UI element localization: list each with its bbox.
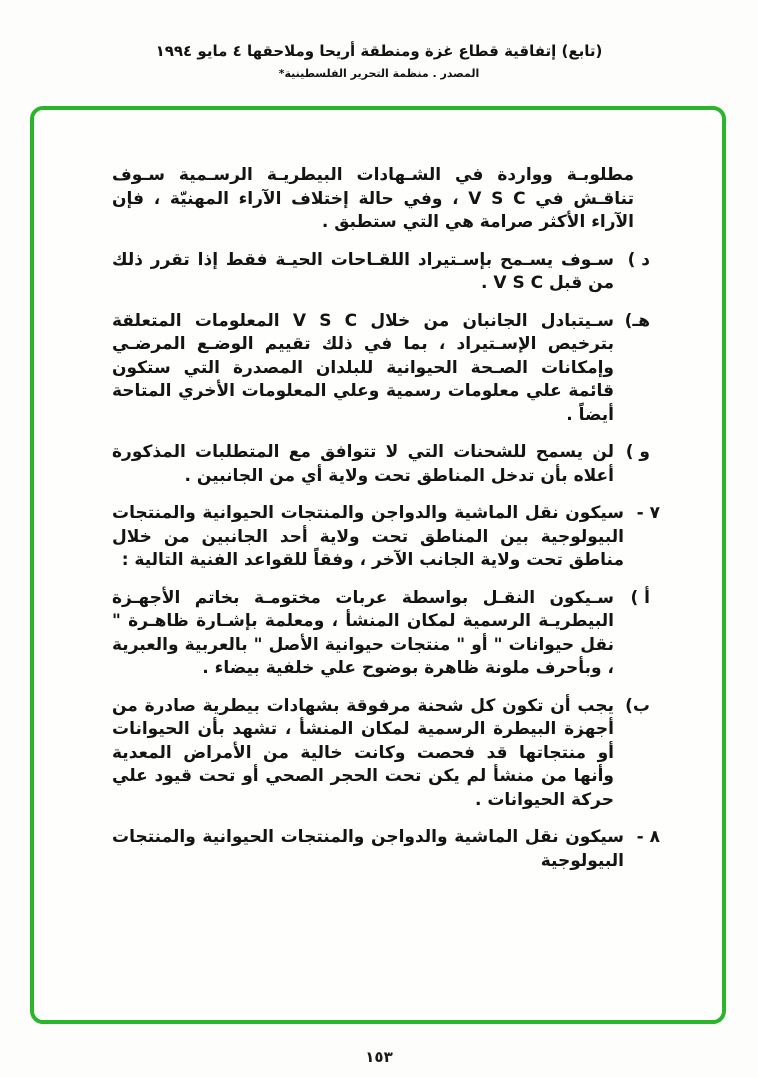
- paragraph-marker: ٨ -: [636, 827, 660, 847]
- paragraph-text: سيكون نقل الماشية والدواجن والمنتجات الحيوانية والمنتجات البيولوجية: [112, 827, 624, 871]
- paragraph: [112, 441, 662, 488]
- paragraph-marker: د ): [627, 249, 650, 270]
- paragraph-list: [34, 110, 722, 873]
- paragraph: [112, 502, 662, 573]
- green-border-box: [30, 106, 726, 1024]
- paragraph: [112, 164, 662, 235]
- paragraph-text: يجب أن تكون كل شحنة مرفوقة بشهادات بيطرية صادرة من أجهزة البيطرة الرسمية لمكان المنشأ ، تشهد بأن الحيوانات أو منتجاتها قد فحصت وكانت خالية من الأمراض المعدية وأنها من منشأ لم يكن تحت الحجر الصحي أو تحت قيود علي حركة الحيوانات .: [112, 695, 614, 810]
- paragraph: [112, 310, 662, 428]
- paragraph: [112, 695, 662, 813]
- page-header: [0, 42, 758, 80]
- document-title: (تابع) إتفاقية قطاع غزة ومنطقة أريحا وملاحقها ٤ مايو ١٩٩٤: [155, 42, 603, 60]
- paragraph: [112, 826, 662, 873]
- paragraph-marker: هـ): [624, 310, 650, 331]
- page-number: ١٥٣: [365, 1048, 393, 1066]
- paragraph-text: سـيتبادل الجانبان من خلال V S C المعلومات المتعلقة بترخيص الإسـتيراد ، بما في ذلك تقييم الوضـع المرضـي وإمكانات الصـحة الحيوانية للبلدان المصدرة التي ستكون قائمة علي معلومات رسمية وعلي المعلومات الأخري المتاحة أيضاً .: [112, 310, 614, 425]
- paragraph: [112, 587, 662, 681]
- paragraph-text: سيكون نقل الماشية والدواجن والمنتجات الحيوانية والمنتجات البيولوجية بين المناطق تحت ولاية أحد الجانبين من خلال مناطق تحت ولاية الجانب الآخر ، وفقاً للقواعد الفنية التالية :: [112, 503, 624, 570]
- paragraph-marker: و ): [625, 442, 650, 462]
- paragraph-marker: ٧ -: [636, 503, 660, 523]
- paragraph-text: سـوف يسـمح بإسـتيراد اللقـاحات الحيـة فقط إذا تقرر ذلك من قبل V S C .: [112, 249, 614, 293]
- paragraph-text: لن يسمح للشحنات التي لا تتوافق مع المتطلبات المذكورة أعلاه بأن تدخل المناطق تحت ولاية أي من الجانبين .: [112, 442, 614, 486]
- document-source-line: المصدر . منظمة التحرير الفلسطينية*: [278, 67, 480, 80]
- paragraph-text: مطلوبـة وواردة في الشـهادات البيطريـة الرسـمية سـوف تناقـش في V S C ، وفي حالة إختلاف الآراء المهنيّة ، فإن الآراء الأكثر صرامة هي التي ستطبق .: [112, 165, 634, 232]
- paragraph: [112, 249, 662, 296]
- paragraph-marker: ب): [625, 695, 650, 716]
- paragraph-text: سـيكون النقـل بواسطة عربات مختومـة بخاتم الأجهـزة البيطريـة الرسمية لمكان المنشأ ، ومعلمة بإشـارة ظاهـرة " نقل حيوانات " أو " منتجات حيوانية الأصل " بالعربية والعبرية ، وبأحرف ملونة ظاهرة بوضوح علي خلفية بيضاء .: [112, 587, 614, 678]
- paragraph-marker: أ ): [630, 587, 650, 608]
